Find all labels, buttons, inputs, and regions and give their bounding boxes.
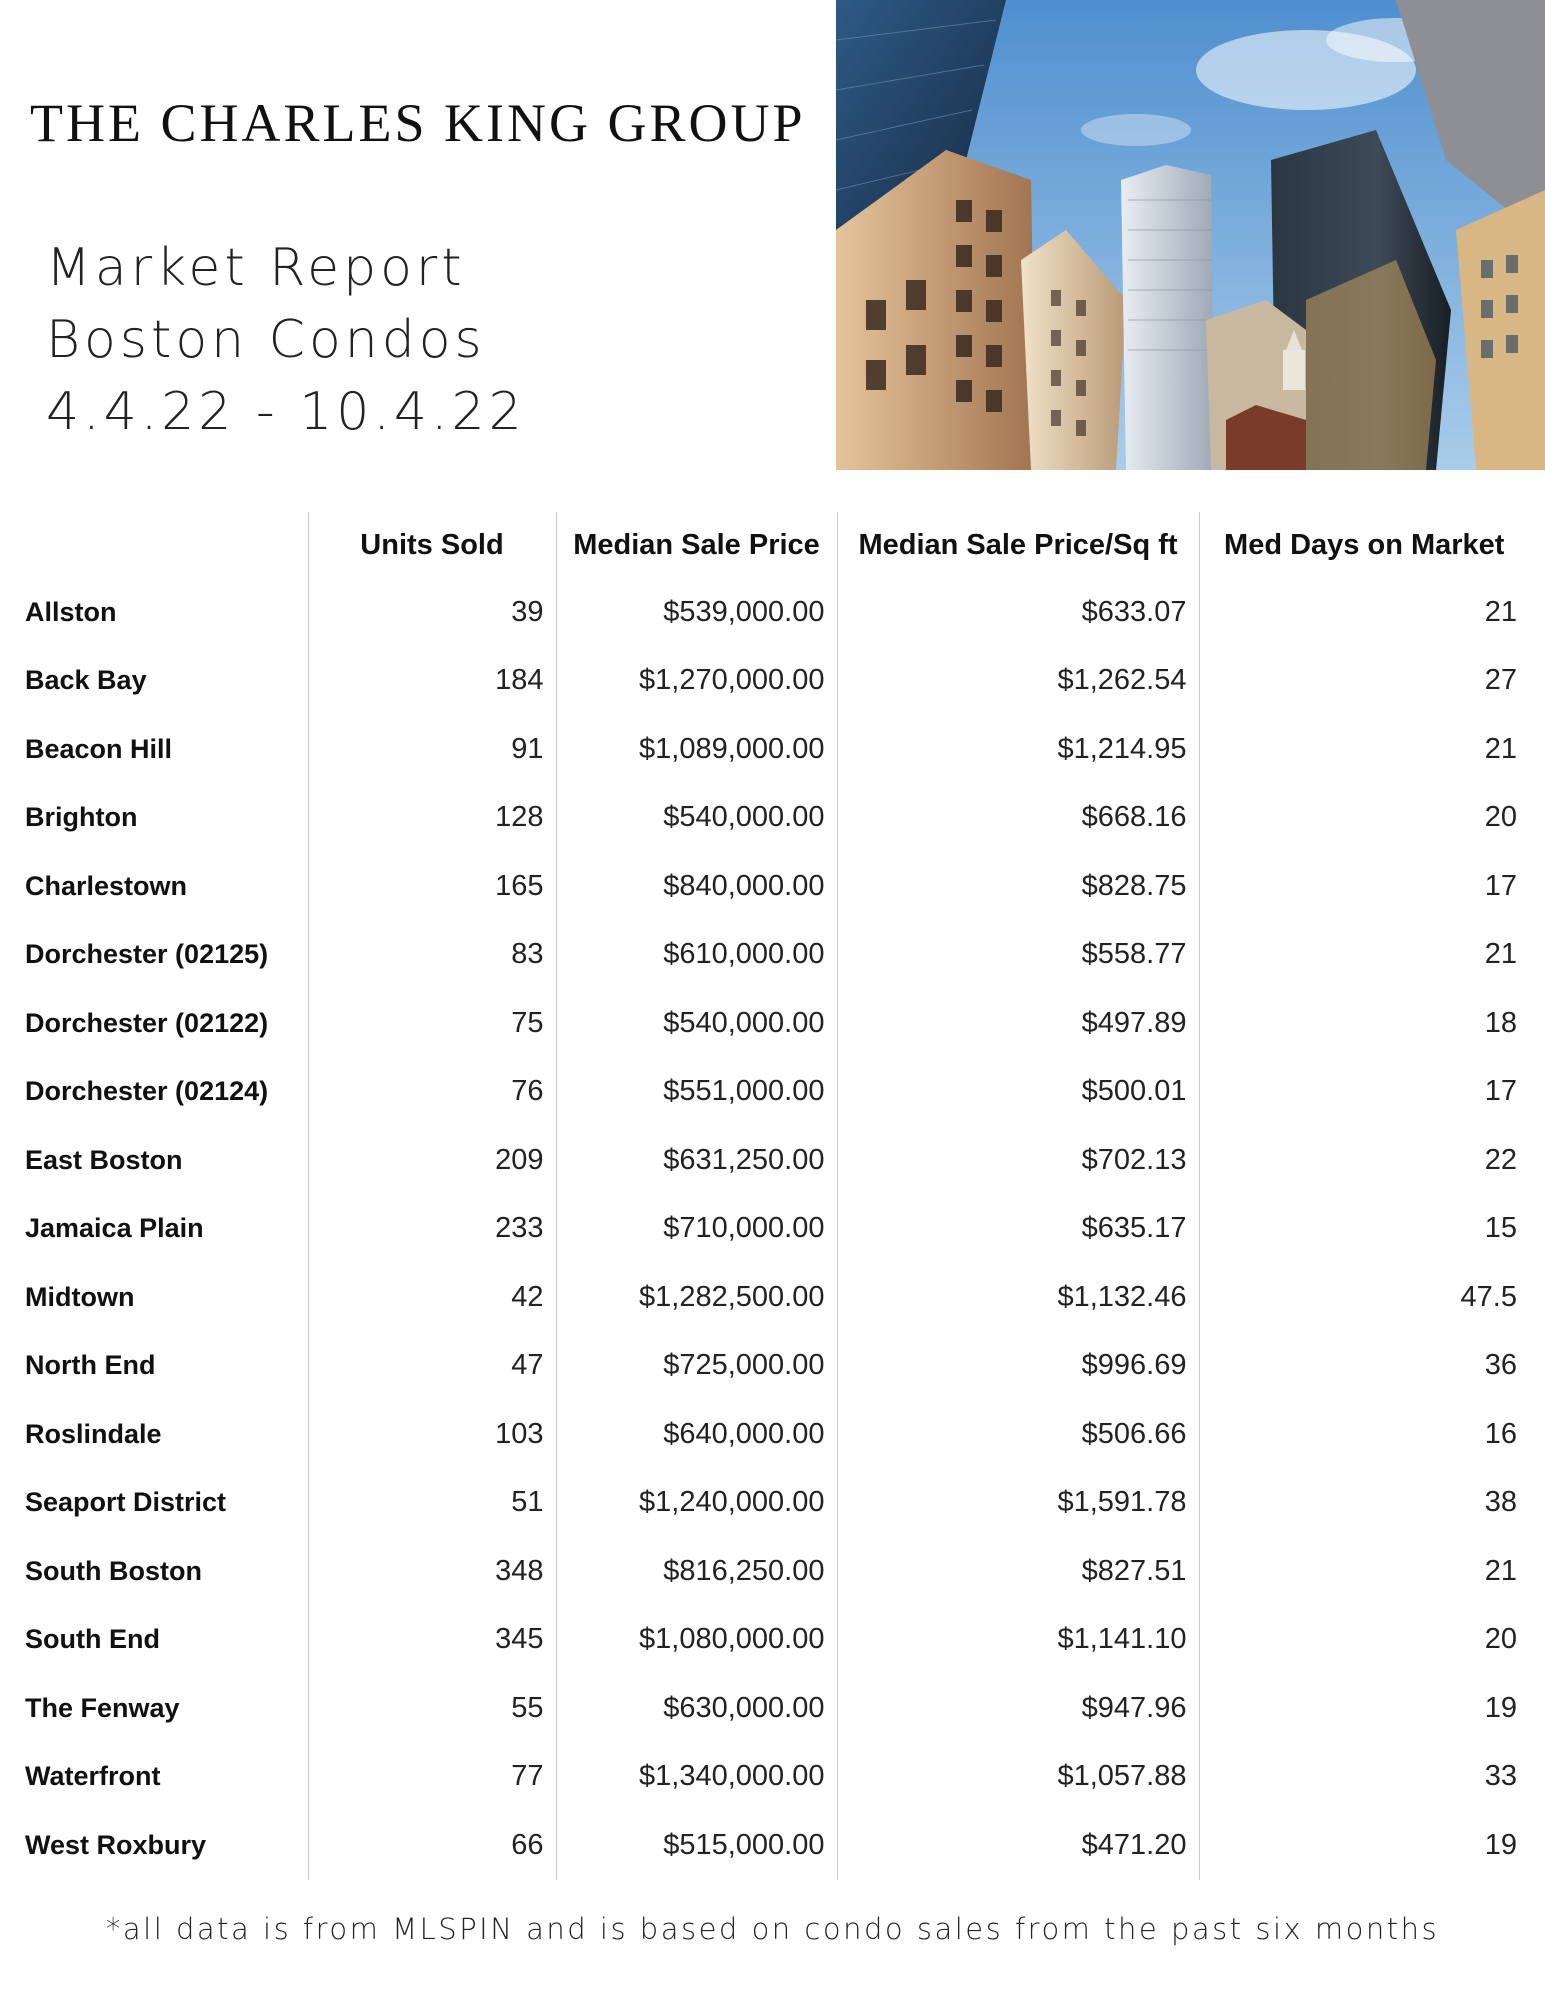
median-sale-price-cell: $725,000.00 — [556, 1332, 837, 1401]
table-row — [16, 715, 1529, 784]
neighborhood-cell: North End — [25, 1350, 156, 1381]
median-sale-price-cell: $816,250.00 — [556, 1537, 837, 1606]
units-sold-cell: 55 — [308, 1674, 556, 1743]
table-row — [16, 647, 1529, 716]
days-on-market-cell: 21 — [1199, 1537, 1529, 1606]
median-sale-price-cell: $1,270,000.00 — [556, 647, 837, 716]
units-sold-cell: 165 — [308, 852, 556, 921]
median-price-sqft-cell: $497.89 — [837, 989, 1199, 1058]
table-header-row — [16, 512, 1529, 578]
table-row — [16, 852, 1529, 921]
days-on-market-cell: 21 — [1199, 921, 1529, 990]
median-sale-price-cell: $539,000.00 — [556, 578, 837, 647]
units-sold-cell: 233 — [308, 1195, 556, 1264]
days-on-market-cell: 47.5 — [1199, 1263, 1529, 1332]
neighborhood-cell: Roslindale — [25, 1418, 162, 1449]
days-on-market-cell: 19 — [1199, 1674, 1529, 1743]
median-price-sqft-cell: $668.16 — [837, 784, 1199, 853]
header-median-price-sqft: Median Sale Price/Sq ft — [837, 512, 1199, 578]
median-price-sqft-cell: $633.07 — [837, 578, 1199, 647]
days-on-market-cell: 16 — [1199, 1400, 1529, 1469]
neighborhood-cell: Back Bay — [25, 665, 147, 696]
neighborhood-cell: The Fenway — [25, 1692, 180, 1723]
days-on-market-cell: 20 — [1199, 784, 1529, 853]
table-row — [16, 784, 1529, 853]
table-row — [16, 1469, 1529, 1538]
table-row — [16, 1674, 1529, 1743]
median-sale-price-cell: $630,000.00 — [556, 1674, 837, 1743]
units-sold-cell: 47 — [308, 1332, 556, 1401]
header-median-sale-price: Median Sale Price — [556, 512, 837, 578]
units-sold-cell: 209 — [308, 1126, 556, 1195]
median-sale-price-cell: $640,000.00 — [556, 1400, 837, 1469]
median-sale-price-cell: $1,340,000.00 — [556, 1743, 837, 1812]
median-price-sqft-cell: $1,214.95 — [837, 715, 1199, 784]
table-row — [16, 1195, 1529, 1264]
table-row — [16, 1811, 1529, 1880]
neighborhood-cell: Jamaica Plain — [25, 1213, 204, 1244]
median-sale-price-cell: $1,080,000.00 — [556, 1606, 837, 1675]
median-sale-price-cell: $1,282,500.00 — [556, 1263, 837, 1332]
table-row — [16, 1537, 1529, 1606]
table-row — [16, 1332, 1529, 1401]
report-date-range: 4.4.22 - 10.4.22 — [46, 382, 526, 442]
units-sold-cell: 103 — [308, 1400, 556, 1469]
median-sale-price-cell: $551,000.00 — [556, 1058, 837, 1127]
median-price-sqft-cell: $827.51 — [837, 1537, 1199, 1606]
days-on-market-cell: 21 — [1199, 715, 1529, 784]
units-sold-cell: 128 — [308, 784, 556, 853]
median-price-sqft-cell: $500.01 — [837, 1058, 1199, 1127]
units-sold-cell: 345 — [308, 1606, 556, 1675]
market-data-table — [16, 512, 1529, 1880]
days-on-market-cell: 19 — [1199, 1811, 1529, 1880]
units-sold-cell: 83 — [308, 921, 556, 990]
neighborhood-cell: West Roxbury — [25, 1829, 207, 1860]
units-sold-cell: 51 — [308, 1469, 556, 1538]
median-sale-price-cell: $710,000.00 — [556, 1195, 837, 1264]
neighborhood-cell: Dorchester (02124) — [25, 1076, 269, 1107]
median-sale-price-cell: $540,000.00 — [556, 784, 837, 853]
days-on-market-cell: 17 — [1199, 1058, 1529, 1127]
median-price-sqft-cell: $702.13 — [837, 1126, 1199, 1195]
median-price-sqft-cell: $558.77 — [837, 921, 1199, 990]
report-title — [46, 232, 526, 448]
table-row — [16, 1606, 1529, 1675]
median-price-sqft-cell: $1,057.88 — [837, 1743, 1199, 1812]
units-sold-cell: 75 — [308, 989, 556, 1058]
units-sold-cell: 91 — [308, 715, 556, 784]
median-price-sqft-cell: $828.75 — [837, 852, 1199, 921]
median-price-sqft-cell: $471.20 — [837, 1811, 1199, 1880]
median-price-sqft-cell: $506.66 — [837, 1400, 1199, 1469]
median-price-sqft-cell: $1,591.78 — [837, 1469, 1199, 1538]
neighborhood-cell: Brighton — [25, 802, 138, 833]
units-sold-cell: 77 — [308, 1743, 556, 1812]
days-on-market-cell: 17 — [1199, 852, 1529, 921]
days-on-market-cell: 36 — [1199, 1332, 1529, 1401]
units-sold-cell: 76 — [308, 1058, 556, 1127]
header-units-sold: Units Sold — [308, 512, 556, 578]
median-sale-price-cell: $1,089,000.00 — [556, 715, 837, 784]
neighborhood-cell: Dorchester (02125) — [25, 939, 269, 970]
units-sold-cell: 348 — [308, 1537, 556, 1606]
header-med-days-on-market: Med Days on Market — [1199, 512, 1529, 578]
median-price-sqft-cell: $635.17 — [837, 1195, 1199, 1264]
days-on-market-cell: 18 — [1199, 989, 1529, 1058]
median-sale-price-cell: $1,240,000.00 — [556, 1469, 837, 1538]
median-price-sqft-cell: $1,141.10 — [837, 1606, 1199, 1675]
days-on-market-cell: 20 — [1199, 1606, 1529, 1675]
neighborhood-cell: South End — [25, 1624, 160, 1655]
days-on-market-cell: 22 — [1199, 1126, 1529, 1195]
units-sold-cell: 66 — [308, 1811, 556, 1880]
neighborhood-cell: Midtown — [25, 1281, 135, 1312]
median-sale-price-cell: $840,000.00 — [556, 852, 837, 921]
table-row — [16, 1400, 1529, 1469]
table-row — [16, 1263, 1529, 1332]
units-sold-cell: 42 — [308, 1263, 556, 1332]
brand-title: THE CHARLES KING GROUP — [30, 93, 806, 153]
header-neighborhood — [16, 512, 308, 578]
units-sold-cell: 39 — [308, 578, 556, 647]
units-sold-cell: 184 — [308, 647, 556, 716]
neighborhood-cell: Seaport District — [25, 1487, 227, 1518]
days-on-market-cell: 27 — [1199, 647, 1529, 716]
footnote: *all data is from MLSPIN and is based on condo sales from the past six months — [105, 1912, 1440, 1946]
median-price-sqft-cell: $996.69 — [837, 1332, 1199, 1401]
table-row — [16, 921, 1529, 990]
table-row — [16, 1058, 1529, 1127]
median-sale-price-cell: $515,000.00 — [556, 1811, 837, 1880]
days-on-market-cell: 38 — [1199, 1469, 1529, 1538]
median-price-sqft-cell: $1,132.46 — [837, 1263, 1199, 1332]
neighborhood-cell: South Boston — [25, 1555, 202, 1586]
median-sale-price-cell: $631,250.00 — [556, 1126, 837, 1195]
neighborhood-cell: Dorchester (02122) — [25, 1007, 269, 1038]
table-row — [16, 1743, 1529, 1812]
report-line-1: Market Report — [46, 238, 466, 298]
neighborhood-cell: Beacon Hill — [25, 733, 173, 764]
report-line-2: Boston Condos — [46, 310, 486, 370]
table-row — [16, 578, 1529, 647]
neighborhood-cell: East Boston — [25, 1144, 183, 1175]
skyline-photo — [836, 0, 1545, 470]
days-on-market-cell: 15 — [1199, 1195, 1529, 1264]
table-row — [16, 989, 1529, 1058]
table-row — [16, 1126, 1529, 1195]
median-price-sqft-cell: $1,262.54 — [837, 647, 1199, 716]
neighborhood-cell: Allston — [25, 596, 117, 627]
median-sale-price-cell: $610,000.00 — [556, 921, 837, 990]
median-sale-price-cell: $540,000.00 — [556, 989, 837, 1058]
days-on-market-cell: 33 — [1199, 1743, 1529, 1812]
neighborhood-cell: Charlestown — [25, 870, 188, 901]
neighborhood-cell: Waterfront — [25, 1761, 161, 1792]
median-price-sqft-cell: $947.96 — [837, 1674, 1199, 1743]
days-on-market-cell: 21 — [1199, 578, 1529, 647]
